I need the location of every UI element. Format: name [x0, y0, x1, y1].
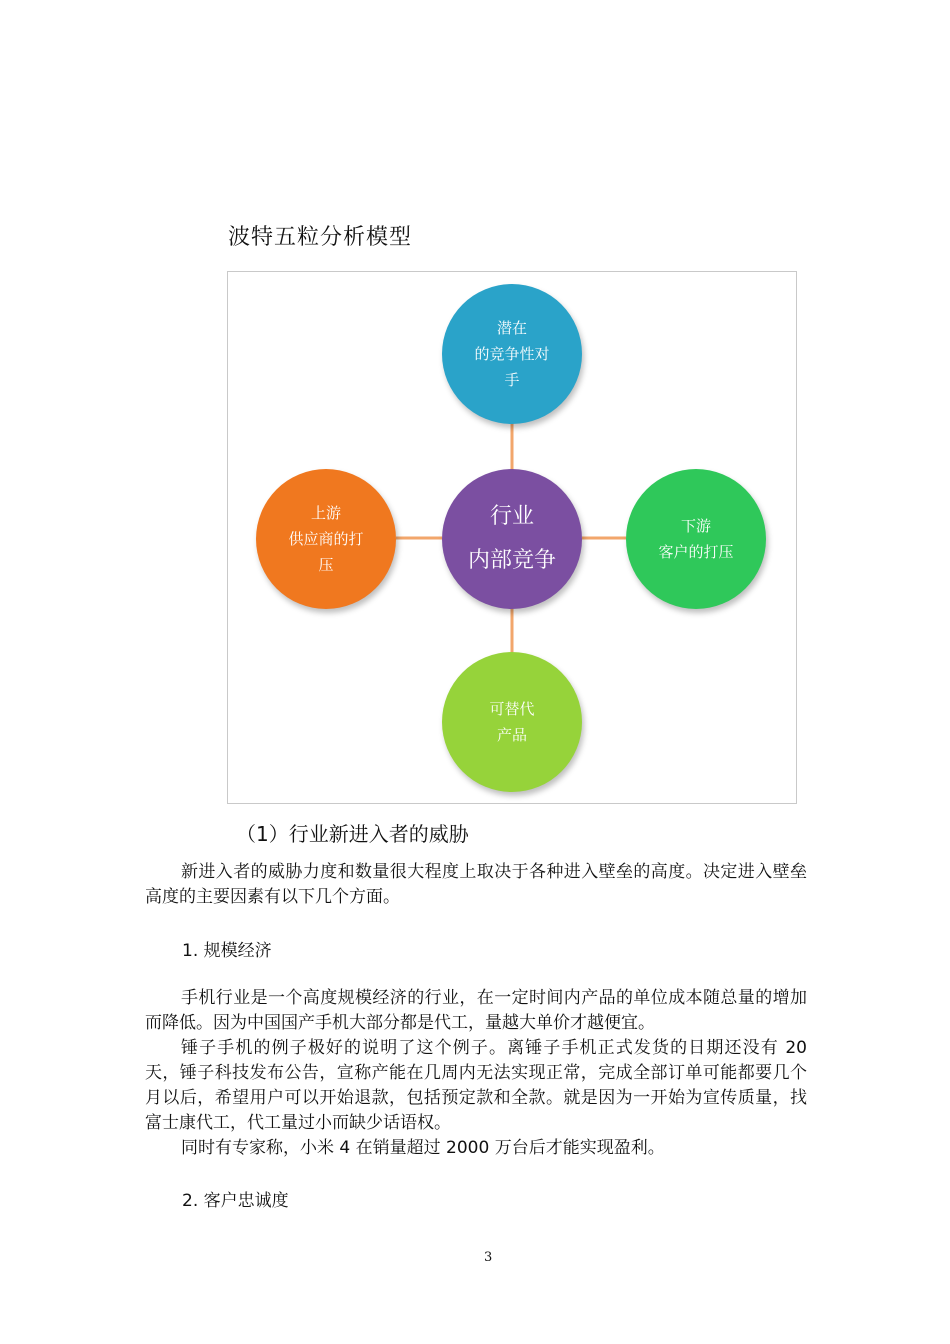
node-downstream-customers	[626, 469, 766, 609]
node-top-line3: 手	[504, 371, 520, 389]
node-top-line1: 潜在	[496, 319, 527, 337]
node-left-line1: 上游	[310, 504, 341, 522]
node-upstream-suppliers	[256, 469, 396, 609]
node-center-line1: 行业	[489, 504, 534, 529]
node-right-line1: 下游	[680, 517, 711, 535]
node-potential-competitors	[442, 284, 582, 424]
diagram-heading: 波特五粒分析模型	[228, 225, 413, 250]
paragraph-xiaomi: 同时有专家称，小米 4 在销量超过 2000 万台后才能实现盈利。	[181, 1138, 665, 1158]
node-bottom-line1: 可替代	[489, 700, 535, 718]
node-center-line2: 内部竞争	[467, 548, 556, 573]
node-right-line2: 客户的打压	[658, 543, 734, 561]
node-substitutes	[442, 652, 582, 792]
paragraph-intro: 新进入者的威胁力度和数量很大程度上取决于各种进入壁垒的高度。决定进入壁垒高度的主要因素有以下几个方面。	[145, 862, 807, 907]
paragraph-hammer-phone: 锤子手机的例子极好的说明了这个例子。离锤子手机正式发货的日期还没有 20 天，锤子科技发布公告，宣称产能在几周内无法实现正常，完成全部订单可能都要几个月以后，希望用户可以开始退款，包括预定款和全款。就是因为一开始为宣传质量，找富士康代工，代工量过小而缺少话语权。	[145, 1038, 807, 1133]
node-left-line2: 供应商的打	[288, 530, 364, 548]
porter-five-forces-diagram	[227, 271, 797, 804]
section-title: （1）行业新进入者的威胁	[236, 822, 469, 846]
node-left-line3: 压	[318, 556, 334, 574]
paragraph-scale-economy: 手机行业是一个高度规模经济的行业，在一定时间内产品的单位成本随总量的增加而降低。因为中国国产手机大部分都是代工，量越大单价才越便宜。	[145, 988, 807, 1033]
node-top-line2: 的竞争性对	[474, 345, 550, 363]
node-bottom-line2: 产品	[496, 726, 527, 744]
subheading-customer-loyalty: 2. 客户忠诚度	[182, 1191, 289, 1211]
subheading-scale-economy: 1. 规模经济	[182, 941, 272, 961]
node-industry-rivalry	[442, 469, 582, 609]
page-number: 3	[484, 1250, 493, 1265]
